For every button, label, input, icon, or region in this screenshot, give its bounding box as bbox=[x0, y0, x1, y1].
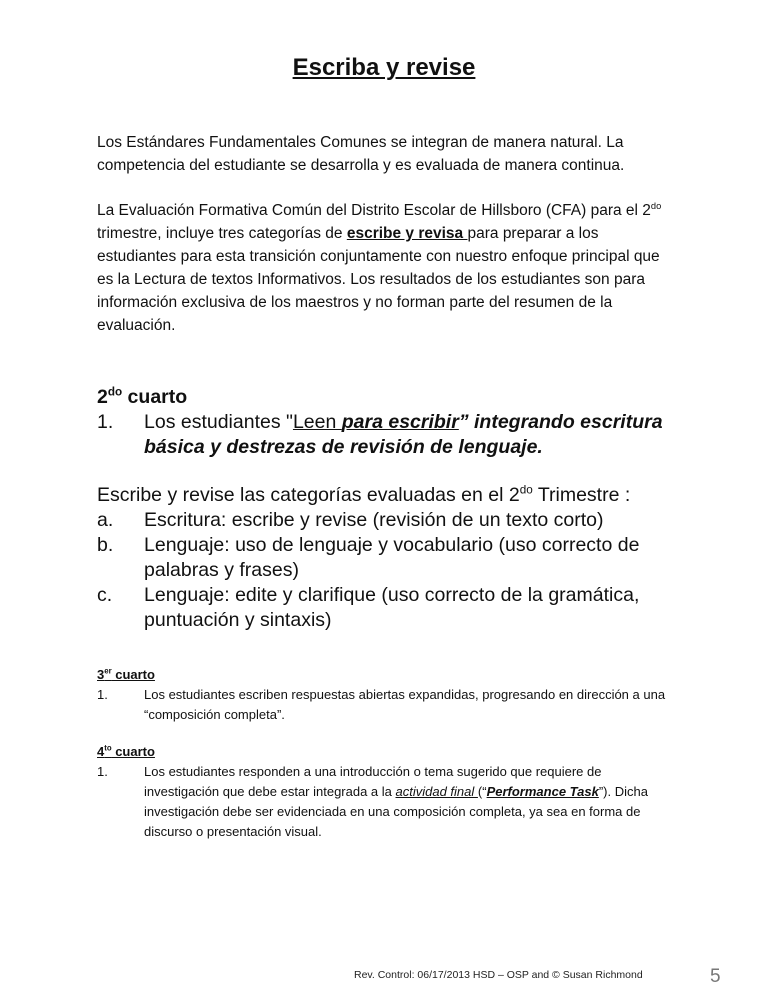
section-fourth-quarter bbox=[97, 742, 677, 842]
intro-text: trimestre, incluye tres categorías de bbox=[97, 225, 347, 242]
section-second-quarter bbox=[97, 385, 677, 633]
intro-paragraph-2 bbox=[97, 199, 677, 337]
list-item bbox=[97, 508, 677, 533]
intro-text: para preparar a los estudiantes para esta transición conjuntamente con nuestro enfoque principal que es la Lectura de textos Informativos. Los resultados de los estudiantes son para información exclusiva de los maestros y no forman parte del resumen de la evaluación. bbox=[97, 225, 660, 334]
list-text: Escritura: escribe y revise (revisión de un texto corto) bbox=[144, 509, 604, 531]
list-number: 1. bbox=[97, 411, 114, 433]
categories-intro: Escribe y revise las categorías evaluadas en el $2^{do}$ Trimestre : bbox=[97, 483, 631, 506]
footer-revision: Rev. Control: 06/17/2013 HSD – OSP and © Susan Richmond bbox=[354, 969, 643, 981]
list-letter: c. bbox=[97, 584, 113, 606]
page-title: Escriba y revise bbox=[292, 54, 476, 81]
list-item bbox=[97, 583, 677, 633]
intro-paragraph-1: Los Estándares Fundamentales Comunes se integran de manera natural. La competencia del estudiante se desarrolla y es evaluada de manera continua. bbox=[97, 134, 625, 174]
section-heading: $2^{do}$ cuarto bbox=[97, 385, 188, 408]
list-text: Los estudiantes "Leen para escribir” integrando escritura básica y destrezas de revisión de lenguaje. bbox=[144, 411, 663, 458]
list-item bbox=[97, 533, 677, 583]
list-text: Lenguaje: uso de lenguaje y vocabulario (uso correcto de palabras y frases) bbox=[144, 534, 640, 581]
list-item bbox=[97, 762, 677, 842]
intro-section bbox=[97, 131, 677, 337]
superscript: do bbox=[650, 200, 662, 211]
list-item bbox=[97, 410, 677, 460]
list-number: 1. bbox=[97, 764, 108, 779]
section-heading: $4^{to}$ cuarto bbox=[97, 743, 155, 759]
list-number: 1. bbox=[97, 687, 108, 702]
section-heading: 3er cuarto bbox=[97, 666, 155, 682]
list-letter: b. bbox=[97, 534, 114, 556]
list-letter: a. bbox=[97, 509, 114, 531]
section-third-quarter bbox=[97, 665, 677, 725]
emphasis-text: escribe y revisa bbox=[346, 225, 468, 242]
list-item bbox=[97, 685, 677, 725]
list-text: Lenguaje: edite y clarifique (uso correcto de la gramática, puntuación y sintaxis) bbox=[144, 584, 640, 631]
list-text: Los estudiantes escriben respuestas abiertas expandidas, progresando en dirección a una “composición completa”. bbox=[144, 687, 666, 722]
page-number: 5 bbox=[710, 966, 721, 987]
list-text: Los estudiantes responden a una introducción o tema sugerido que requiere de investigación que debe estar integrada a la actividad final (“Performance Task”). Dicha investigación debe ser evidenciada en una composición completa, ya sea en forma de discurso o presentación visual. bbox=[144, 764, 648, 839]
intro-text: La Evaluación Formativa Común del Distrito Escolar de Hillsboro (CFA) para el 2 bbox=[97, 202, 651, 219]
